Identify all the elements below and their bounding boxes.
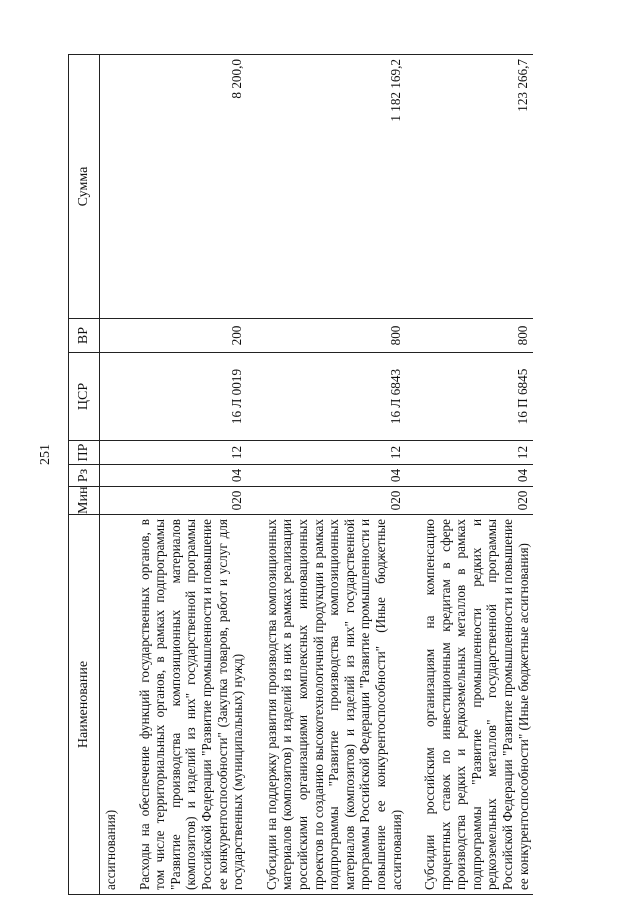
row-sum: 1 182 169,2 <box>261 55 406 319</box>
row-csr: 16 Л 0019 <box>134 353 248 441</box>
row-min: 020 <box>419 487 533 515</box>
row-name: ассигнования) <box>100 515 121 895</box>
table-header-row <box>69 55 100 895</box>
table-row <box>419 55 533 895</box>
row-rz: 04 <box>134 465 248 487</box>
row-name: Субсидии российским организациям на компенсацию процентных ставок по инвестиционным кредитам в сфере производства редких и редкоземельных металлов в рамках подпрограммы "Развитие промышленности редких и редкоземельных металлов" государственной программы Российской Федерации "Развитие промышленности и повышение ее конкурентоспособности" (Иные бюджетные ассигнования) <box>419 515 533 895</box>
row-pr: 12 <box>134 441 248 465</box>
row-sum: 8 200,0 <box>134 55 248 319</box>
row-name: Расходы на обеспечение функций государственных органов, в том числе территориальных органов, в рамках подпрограммы "Развитие производства композиционных материалов (композитов) и изделий из них" государственной программы Российской Федерации "Развитие промышленности и повышение ее конкурентоспособности" (Закупка товаров, работ и услуг для государственных (муниципальных) нужд) <box>134 515 248 895</box>
table-row <box>261 55 406 895</box>
header-pr: ПР <box>69 441 100 465</box>
header-rz: Рз <box>69 465 100 487</box>
row-pr: 12 <box>419 441 533 465</box>
row-vr: 200 <box>134 319 248 353</box>
row-vr: 800 <box>419 319 533 353</box>
row-rz <box>100 465 121 487</box>
budget-table <box>68 54 533 895</box>
row-sum: 123 266,7 <box>419 55 533 319</box>
row-pr: 12 <box>261 441 406 465</box>
row-csr: 16 П 6845 <box>419 353 533 441</box>
budget-table-frame <box>68 55 611 895</box>
page-number: 251 <box>38 444 53 465</box>
table-row <box>100 55 121 895</box>
row-min <box>100 487 121 515</box>
row-csr <box>100 353 121 441</box>
row-pr <box>100 441 121 465</box>
row-vr <box>100 319 121 353</box>
header-csr: ЦСР <box>69 353 100 441</box>
row-min: 020 <box>134 487 248 515</box>
header-vr: ВР <box>69 319 100 353</box>
header-sum: Сумма <box>69 55 100 319</box>
header-name: Наименование <box>69 515 100 895</box>
header-min: Мин <box>69 487 100 515</box>
row-name: Субсидии на поддержку развития производства композиционных материалов (композитов) и изделий из них в рамках реализации российскими организациями комплексных инновационных проектов по созданию высокотехнологичной продукции в рамках подпрограммы "Развитие производства композиционных материалов (композитов) и изделий из них" государственной программы Российской Федерации "Развитие промышленности и повышение ее конкурентоспособности" (Иные бюджетные ассигнования) <box>261 515 406 895</box>
row-vr: 800 <box>261 319 406 353</box>
table-row <box>134 55 248 895</box>
row-min: 020 <box>261 487 406 515</box>
row-rz: 04 <box>419 465 533 487</box>
row-rz: 04 <box>261 465 406 487</box>
row-sum <box>100 55 121 319</box>
row-csr: 16 Л 6843 <box>261 353 406 441</box>
